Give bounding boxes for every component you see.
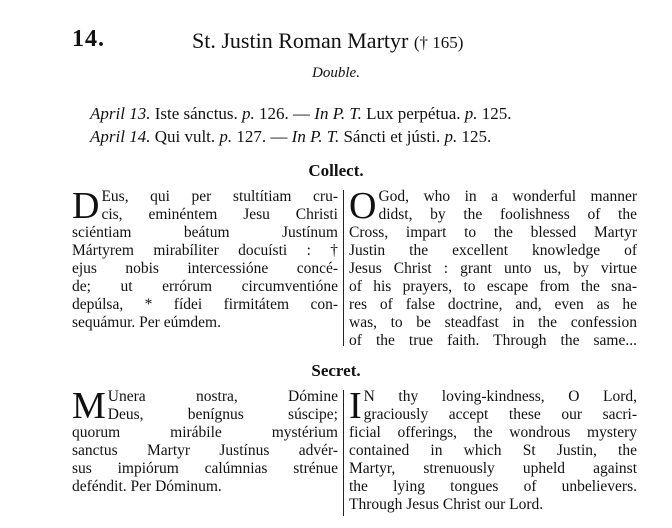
text-line: de; ut errórum circumventióne [72,278,338,295]
text-line: sus impiórum calúmnias strénue [72,460,338,477]
secret-english [349,385,637,514]
text-line: Deus, benígnus súscipe; [107,406,338,423]
assignment-paschal-time: In P. T. [291,127,340,146]
assignment-page: 127. — [232,127,292,146]
text-line: quorum mirábile mystérium [72,424,338,441]
assignment-paschal-time: In P. T. [314,104,362,123]
assignment-date: April 14. [90,127,151,146]
secret-heading: Secret. [311,361,361,380]
assignment-text: Iste sánctus. [150,104,243,123]
assignment-date: April 13. [90,104,151,123]
assignment-page-abbr: p. [444,127,458,146]
feast-rank: Double. [312,65,360,81]
text-line: was, to be steadfast in the confession [349,314,637,331]
text-line: of the true faith. Through the same... [349,332,637,349]
feast-title [192,28,463,54]
drop-cap: I [349,385,362,427]
text-line: didst, by the foolishness of the [378,206,637,223]
assignment-page: 126. — [254,104,315,123]
text-line: Justin the excellent knowledge of [349,242,637,259]
text-line: Cross, impart to the blessed Martyr [349,224,637,241]
text-line: Mártyrem mirabíliter docuísti : † [72,242,338,259]
text-line: sanctus Martyr Justínus advér- [72,442,338,459]
assignment-line [90,104,512,124]
text-line: N thy loving-kindness, O Lord, [363,388,637,405]
feast-title-date: († 165) [413,33,464,52]
text-line: graciously accept these our sacri- [363,406,637,423]
collect-latin [72,185,338,332]
text-line: contained in which St Justin, the [349,442,637,459]
text-line: ejus nobis intercessióne concé- [72,260,338,277]
drop-cap: D [72,185,100,227]
assignment-page-abbr: p. [464,104,478,123]
text-line: Unera nostra, Dómine [107,388,338,405]
assignment-page: 125. [477,104,512,123]
secret-latin [72,385,338,496]
text-line: sequámur. Per eúmdem. [72,314,221,331]
column-divider [343,390,344,516]
text-line: Martyr, strenuously upheld against [349,460,637,477]
text-line: God, who in a wonderful manner [378,188,637,205]
assignment-page-abbr: p. [242,104,255,123]
text-line: sciéntiam beátum Justínum [72,224,338,241]
assignment-text: Lux perpétua. [361,104,465,123]
assignment-text: Qui vult. [150,127,220,146]
text-line: Eus, qui per stultítiam cru- [101,188,338,205]
drop-cap: M [72,385,106,427]
text-line: deféndit. Per Dóminum. [72,478,222,495]
assignment-page: 125. [457,127,492,146]
text-line: the lying tongues of unbelievers. [349,478,637,495]
text-line: cis, eminéntem Jesu Christi [101,206,338,223]
collect-heading: Collect. [308,161,364,180]
assignment-page-abbr: p. [219,127,233,146]
assignment-line [90,127,491,147]
collect-english [349,185,637,350]
feast-title-text: St. Justin Roman Martyr [192,28,409,53]
text-line: Through Jesus Christ our Lord. [349,496,544,513]
column-divider [343,190,344,346]
assignment-text: Sáncti et jústi. [339,127,445,146]
text-line: Jesus Christ : grant unto us, by virtue [349,260,637,277]
text-line: of his prayers, to escape from the sna- [349,278,637,295]
drop-cap: O [349,185,377,227]
text-line: depúlsa, * fídei firmitátem con- [72,296,338,313]
text-line: res of false doctrine, and, even as he [349,296,637,313]
feast-number: 14. [72,26,105,52]
text-line: ficial offerings, the wondrous mystery [349,424,637,441]
